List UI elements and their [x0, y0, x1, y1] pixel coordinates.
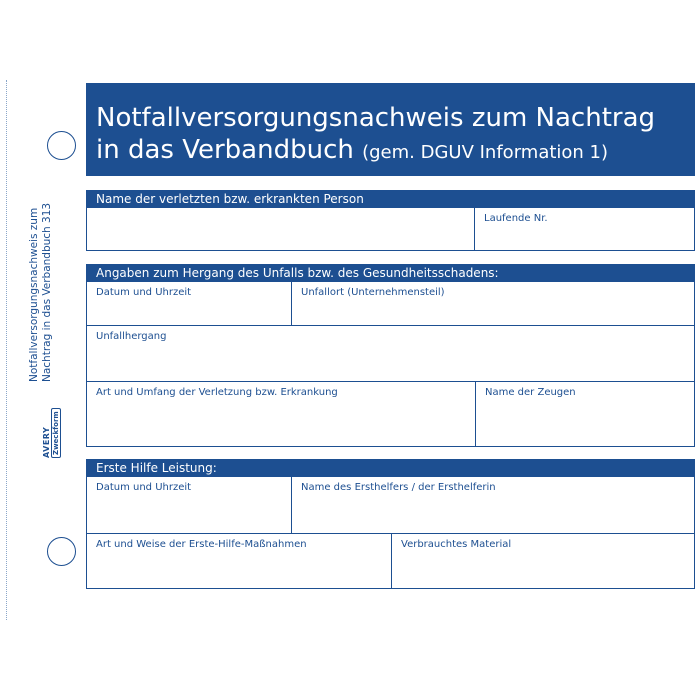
firstaid-datetime-label: Datum und Uhrzeit [96, 482, 192, 493]
brand-logo [42, 408, 61, 458]
section2-row3 [87, 381, 694, 447]
title-line2 [96, 134, 695, 169]
person-name-field[interactable] [87, 208, 474, 250]
title-line1: Notfallversorgungsnachweis zum Nachtrag [96, 103, 656, 133]
punch-hole-top [47, 131, 76, 160]
section2-header: Angaben zum Hergang des Unfalls bzw. des Gesundheitsschadens: [86, 264, 695, 282]
injury-type-label: Art und Umfang der Verletzung bzw. Erkrankung [96, 387, 338, 398]
perforation-line [6, 80, 7, 620]
form-title [86, 83, 695, 176]
section3-header: Erste Hilfe Leistung: [86, 459, 695, 477]
title-line2-note: (gem. DGUV Information 1) [362, 142, 609, 163]
side-caption-line1: Notfallversorgungsnachweis zum [28, 207, 40, 382]
accident-course-label: Unfallhergang [96, 331, 167, 342]
logo-top-text: AVERY [42, 426, 51, 458]
section1-row [87, 208, 694, 250]
accident-course-field[interactable] [87, 326, 694, 382]
sequence-number-label: Laufende Nr. [484, 213, 548, 224]
section2-row1 [87, 282, 694, 325]
section2-row2 [87, 325, 694, 382]
firstaid-measures-label: Art und Weise der Erste-Hilfe-Maßnahmen [96, 539, 307, 550]
logo-bottom-text: Zweckform [51, 408, 61, 458]
accident-location-label: Unfallort (Unternehmensteil) [301, 287, 445, 298]
sequence-number-field[interactable] [474, 208, 694, 250]
accident-datetime-label: Datum und Uhrzeit [96, 287, 192, 298]
section3-row2 [87, 533, 694, 589]
punch-hole-bottom [47, 537, 76, 566]
section3-row1 [87, 477, 694, 533]
accident-datetime-field[interactable] [87, 282, 291, 325]
witness-names-field[interactable] [475, 382, 694, 447]
firstaider-name-field[interactable] [291, 477, 694, 533]
accident-location-field[interactable] [291, 282, 694, 325]
side-caption [28, 203, 54, 382]
injury-type-field[interactable] [87, 382, 475, 447]
section1-box [86, 208, 695, 251]
witness-names-label: Name der Zeugen [485, 387, 576, 398]
firstaid-datetime-field[interactable] [87, 477, 291, 533]
firstaider-name-label: Name des Ersthelfers / der Ersthelferin [301, 482, 496, 493]
section2-box [86, 282, 695, 447]
title-line2-main: in das Verbandbuch [96, 135, 354, 165]
side-caption-line2: Nachtrag in das Verbandbuch 313 [41, 202, 53, 382]
used-material-label: Verbrauchtes Material [401, 539, 512, 550]
firstaid-measures-field[interactable] [87, 534, 391, 589]
section3-box [86, 477, 695, 589]
section1-header: Name der verletzten bzw. erkrankten Person [86, 190, 695, 208]
used-material-field[interactable] [391, 534, 694, 589]
